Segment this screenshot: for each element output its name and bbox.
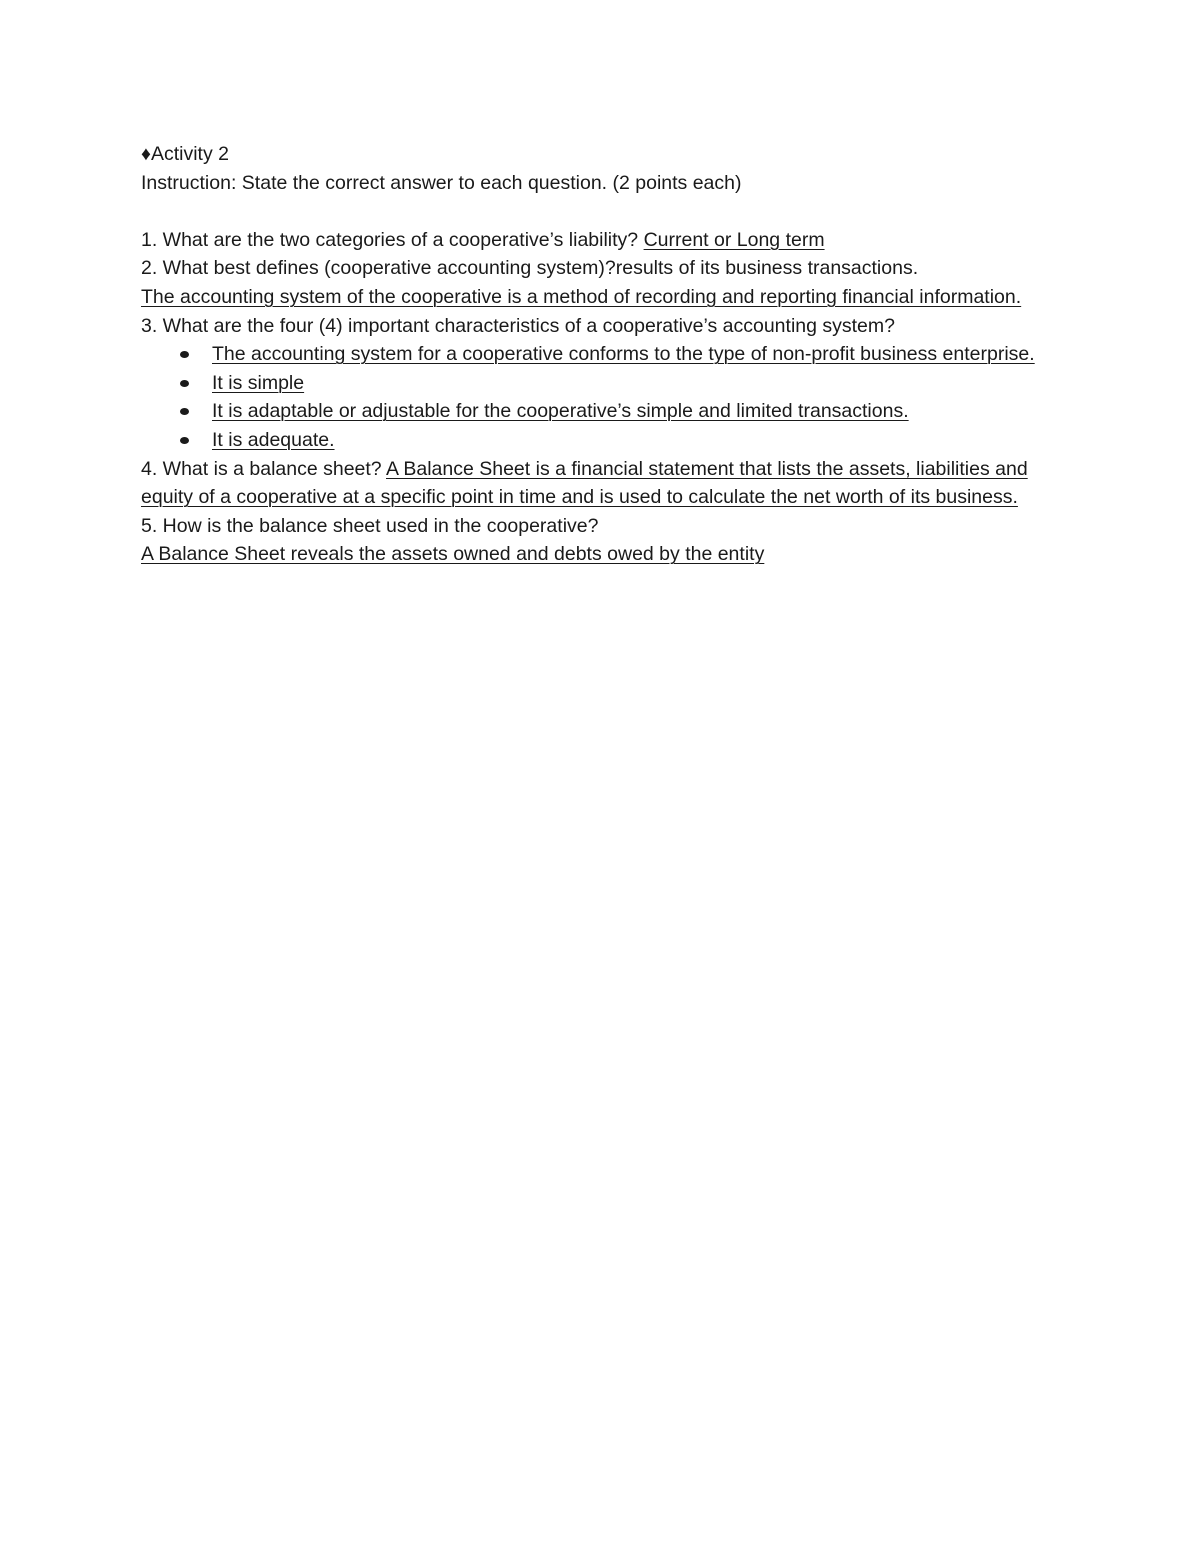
question-4 (141, 455, 1061, 512)
bullet-icon (180, 351, 189, 358)
question-2-text: 2. What best defines (cooperative accounting system)?results of its business transactions. (141, 257, 919, 280)
answer-3-item-1: The accounting system for a cooperative conforms to the type of non-profit business enterprise. (212, 343, 1035, 366)
bullet-icon (180, 380, 189, 387)
question-2 (141, 254, 1061, 283)
bullet-icon (180, 437, 189, 444)
list-item (212, 340, 1061, 369)
answer-5-line (141, 540, 1061, 569)
list-item (212, 369, 1061, 398)
question-5-text: 5. How is the balance sheet used in the cooperative? (141, 514, 599, 537)
answer-5: A Balance Sheet reveals the assets owned and debts owed by the entity (141, 543, 765, 566)
list-item (212, 397, 1061, 426)
question-1-text: 1. What are the two categories of a cooperative’s liability? (141, 228, 639, 251)
answer-4: A Balance Sheet is a financial statement that lists the assets, liabilities and equity of a cooperative at a specific point in time and is used to calculate the net worth of its business. (141, 457, 1028, 509)
question-5 (141, 512, 1061, 541)
bullet-icon (180, 408, 189, 415)
answer-3-item-2: It is simple (212, 371, 305, 394)
document-page (141, 140, 1061, 569)
instruction-text: Instruction: State the correct answer to each question. (2 points each) (141, 171, 742, 194)
spacer (141, 197, 1061, 226)
question-1 (141, 226, 1061, 255)
question-4-text: 4. What is a balance sheet? (141, 457, 382, 480)
answer-3-item-3: It is adaptable or adjustable for the cooperative’s simple and limited transactions. (212, 400, 909, 423)
answer-2: The accounting system of the cooperative is a method of recording and reporting financial information. (141, 285, 1022, 308)
answer-3-item-4: It is adequate. (212, 428, 335, 451)
answer-2-line (141, 283, 1061, 312)
list-item (212, 426, 1061, 455)
activity-title: ♦Activity 2 (141, 143, 229, 165)
question-3-text: 3. What are the four (4) important characteristics of a cooperative’s accounting system? (141, 314, 895, 337)
question-3 (141, 312, 1061, 341)
answer-3-list (141, 340, 1061, 454)
answer-1: Current or Long term (643, 228, 825, 251)
